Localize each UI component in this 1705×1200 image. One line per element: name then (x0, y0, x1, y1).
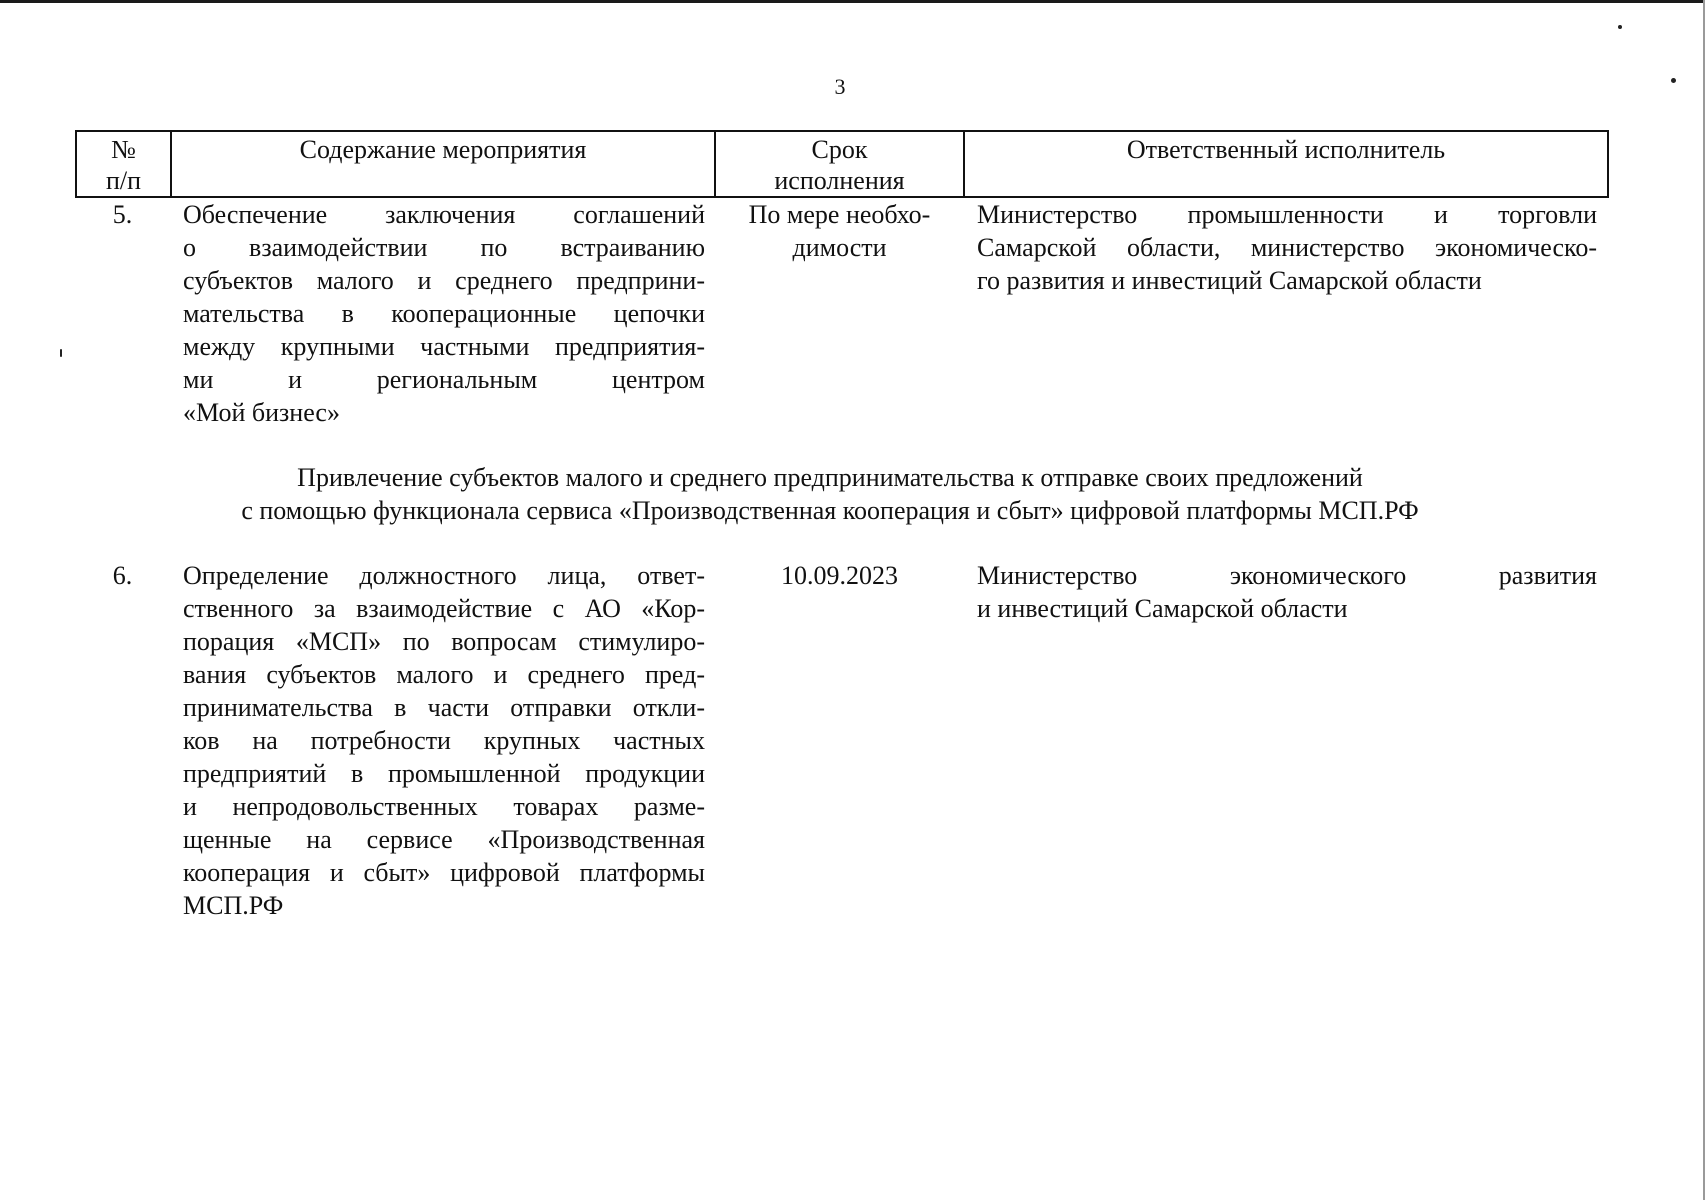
row-5-deadline (715, 198, 964, 264)
row-5-executor-line: го развития и инвестиций Самарской области (977, 266, 1482, 295)
row-6-content-line: МСП.РФ (183, 891, 284, 920)
row-5-content (183, 198, 705, 429)
row-6-content-line: кооперация и сбыт» цифровой платформы (183, 858, 705, 887)
row-5-executor-line: Самарской области, министерство экономическо- (977, 233, 1597, 262)
scan-speck (60, 349, 62, 357)
section-heading-line: Привлечение субъектов малого и среднего предпринимательства к отправке своих предложений (297, 463, 1363, 492)
row-6-deadline-line: 10.09.2023 (781, 561, 898, 590)
row-5-deadline-line: димости (792, 233, 887, 262)
row-6-executor (977, 559, 1597, 625)
row-6-deadline (715, 559, 964, 592)
row-5-deadline-line: По мере необхо- (748, 200, 931, 229)
scan-top-edge (0, 0, 1705, 3)
row-5-executor (977, 198, 1597, 297)
header-cell-number (76, 131, 171, 197)
scan-speck (1618, 25, 1622, 29)
header-deadline-line-2: исполнения (774, 166, 905, 195)
header-number-line-2: п/п (105, 166, 142, 195)
header-number-line-1: № (111, 135, 136, 164)
row-6-content-line: Определение должностного лица, ответ- (183, 561, 705, 590)
row-6-content-line: щенные на сервисе «Производственная (183, 825, 705, 854)
section-heading-line: с помощью функционала сервиса «Производственная кооперация и сбыт» цифровой платформы МСП.РФ (241, 496, 1419, 525)
row-6-content-line: ственного за взаимодействие с АО «Кор- (183, 594, 705, 623)
section-heading (150, 461, 1510, 527)
row-6-content-line: предприятий в промышленной продукции (183, 759, 705, 788)
row-5-number: 5. (112, 200, 133, 229)
row-6-content-line: принимательства в части отправки откли- (183, 693, 705, 722)
header-cell-executor: Ответственный исполнитель (964, 131, 1608, 197)
row-6-executor-line: Министерство экономического развития (977, 561, 1597, 590)
header-deadline-line-1: Срок (811, 135, 868, 164)
row-5-content-line: о взаимодействии по встраиванию (183, 233, 705, 262)
row-6-content (183, 559, 705, 922)
row-5-content-line: ми и региональным центром (183, 365, 705, 394)
header-cell-content: Содержание мероприятия (171, 131, 715, 197)
row-6-content-line: порация «МСП» по вопросам стимулиро- (183, 627, 705, 656)
row-5-content-line: Обеспечение заключения соглашений (183, 200, 705, 229)
row-5-content-line: между крупными частными предприятия- (183, 332, 705, 361)
row-5-content-line: субъектов малого и среднего предприни- (183, 266, 705, 295)
row-6-content-line: ков на потребности крупных частных (183, 726, 705, 755)
table-header (75, 130, 1609, 198)
page-number: 3 (834, 74, 846, 99)
row-6-content-line: и непродовольственных товарах разме- (183, 792, 705, 821)
row-6-number: 6. (112, 561, 133, 590)
row-6-executor-line: и инвестиций Самарской области (977, 594, 1348, 623)
header-cell-deadline (715, 131, 964, 197)
row-5-executor-line: Министерство промышленности и торговли (977, 200, 1597, 229)
row-5-content-line: «Мой бизнес» (183, 398, 340, 427)
row-6-content-line: вания субъектов малого и среднего пред- (183, 660, 705, 689)
row-5-content-line: мательства в кооперационные цепочки (183, 299, 705, 328)
